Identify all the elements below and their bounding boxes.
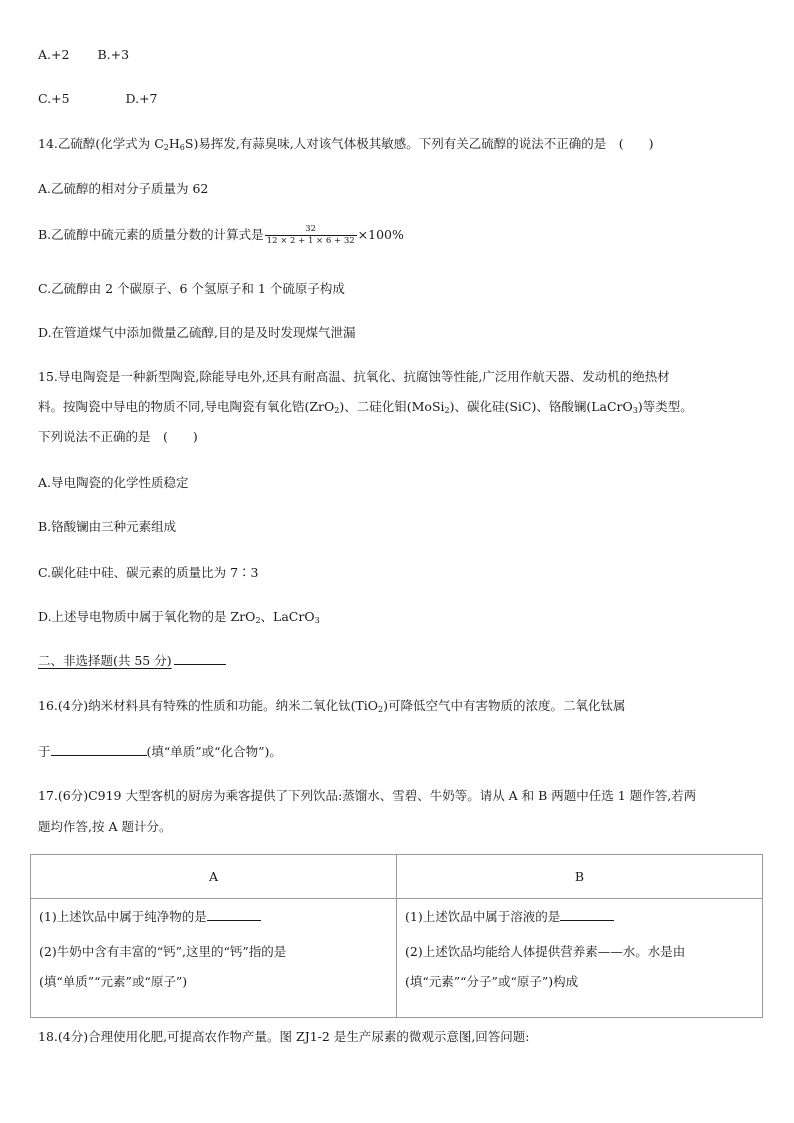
- q13-options-row2: [38, 90, 158, 108]
- q15-l2-d: )等类型。: [637, 399, 693, 414]
- q14-sub1: 2: [163, 143, 169, 152]
- q16-line2: [38, 742, 282, 761]
- q15-option-c: C.碳化硅中硅、碳元素的质量比为 7∶3: [38, 565, 259, 580]
- q13-option-c: C.+5: [38, 91, 70, 106]
- q15-l2-s2: 2: [444, 406, 450, 415]
- q16-line2-pre: 于: [38, 744, 51, 759]
- q14-option-d: D.在管道煤气中添加微量乙硫醇,目的是及时发现煤气泄漏: [38, 325, 356, 340]
- section-heading: [38, 652, 226, 670]
- q16-pre: 16.(4分)纳米材料具有特殊的性质和功能。纳米二氧化钛(TiO: [38, 698, 379, 713]
- q15-option-d: [38, 608, 320, 630]
- q13-option-b: B.+3: [97, 47, 130, 62]
- q16-sub: 2: [378, 705, 384, 714]
- q14-option-b-suffix: ×100%: [357, 227, 404, 242]
- fraction-denominator: 12 × 2 + 1 × 6 + 32: [266, 236, 355, 246]
- q15-l2-s1: 2: [334, 406, 340, 415]
- q16-post: )可降低空气中有害物质的浓度。二氧化钛属: [383, 698, 626, 713]
- q15-l2-a: 料。按陶瓷中导电的物质不同,导电陶瓷有氧化锆(ZrO: [38, 399, 335, 414]
- table-header-row: [31, 855, 763, 899]
- table-header-a: A: [31, 855, 397, 899]
- q15-l2-c: )、碳化硅(SiC)、铬酸镧(LaCrO: [449, 399, 633, 414]
- q15-option-b: B.铬酸镧由三种元素组成: [38, 519, 177, 534]
- q14-stem-pre: 14.乙硫醇(化学式为 C: [38, 136, 164, 151]
- mass-fraction-formula: [265, 224, 357, 247]
- q15-stem-line2: [38, 398, 693, 420]
- q14-stem-post: S)易挥发,有蒜臭味,人对该气体极其敏感。下列有关乙硫醇的说法不正确的是 ( ): [184, 136, 654, 151]
- q14-option-c: C.乙硫醇由 2 个碳原子、6 个氢原子和 1 个硫原子构成: [38, 281, 345, 296]
- a1-answer-blank[interactable]: [207, 907, 261, 921]
- q14-mid1: H: [168, 136, 180, 151]
- q15-stem-line3: 下列说法不正确的是 ( ): [38, 429, 198, 444]
- q14-option-b-text: B.乙硫醇中硫元素的质量分数的计算式是: [38, 227, 264, 242]
- a1-text: (1)上述饮品中属于纯净物的是: [39, 909, 207, 924]
- fraction-numerator: 32: [265, 224, 357, 236]
- q16-line1: [38, 697, 626, 719]
- q17-answer-table: [30, 854, 763, 1018]
- table-cell-a: [31, 899, 397, 1018]
- q14-option-a: A.乙硫醇的相对分子质量为 62: [38, 181, 209, 196]
- q17-line2: 题均作答,按 A 题计分。: [38, 819, 172, 834]
- q15-d-s1: 2: [255, 616, 261, 625]
- q15-d-s2: 3: [314, 616, 320, 625]
- q13-option-d: D.+7: [125, 91, 158, 106]
- q14-sub2: 6: [179, 143, 185, 152]
- q15-option-a: A.导电陶瓷的化学性质稳定: [38, 475, 189, 490]
- b1-answer-blank[interactable]: [560, 907, 614, 921]
- table-header-b: B: [397, 855, 763, 899]
- q15-stem-line1: 15.导电陶瓷是一种新型陶瓷,除能导电外,还具有耐高温、抗氧化、抗腐蚀等性能,广泛用作航天器、发动机的绝热材: [38, 369, 670, 384]
- section-title: 二、非选择题(共 55 分): [38, 653, 172, 668]
- b1-line: [405, 907, 754, 926]
- a1-line: [39, 907, 388, 926]
- q15-d-pre: D.上述导电物质中属于氧化物的是 ZrO: [38, 609, 256, 624]
- q17-line1: 17.(6分)C919 大型客机的厨房为乘客提供了下列饮品:蒸馏水、雪碧、牛奶等。请从 A 和 B 两题中任选 1 题作答,若两: [38, 788, 697, 803]
- q13-option-a: A.+2: [38, 47, 70, 62]
- q18-line1: 18.(4分)合理使用化肥,可提高农作物产量。图 ZJ1-2 是生产尿素的微观示意图,回答问题:: [38, 1029, 530, 1044]
- a2-line2: (填“单质”“元素”或“原子”): [39, 974, 188, 989]
- q14-stem: [38, 135, 654, 157]
- table-cell-b: [397, 899, 763, 1018]
- section-rule: [174, 652, 226, 665]
- table-body-row: [31, 899, 763, 1018]
- q15-l2-b: )、二硅化钼(MoSi: [339, 399, 445, 414]
- q14-option-b: [38, 224, 404, 247]
- b2-line1: (2)上述饮品均能给人体提供营养素——水。水是由: [405, 944, 686, 959]
- a2-line1: (2)牛奶中含有丰富的“钙”,这里的“钙”指的是: [39, 944, 287, 959]
- q15-l2-s3: 3: [632, 406, 638, 415]
- q15-d-mid: 、LaCrO: [260, 609, 315, 624]
- q16-line2-post: (填“单质”或“化合物”)。: [146, 744, 282, 759]
- b1-text: (1)上述饮品中属于溶液的是: [405, 909, 561, 924]
- q13-options-row1: [38, 46, 129, 64]
- q16-answer-blank[interactable]: [51, 742, 147, 756]
- b2-line2: (填“元素”“分子”或“原子”)构成: [405, 974, 579, 989]
